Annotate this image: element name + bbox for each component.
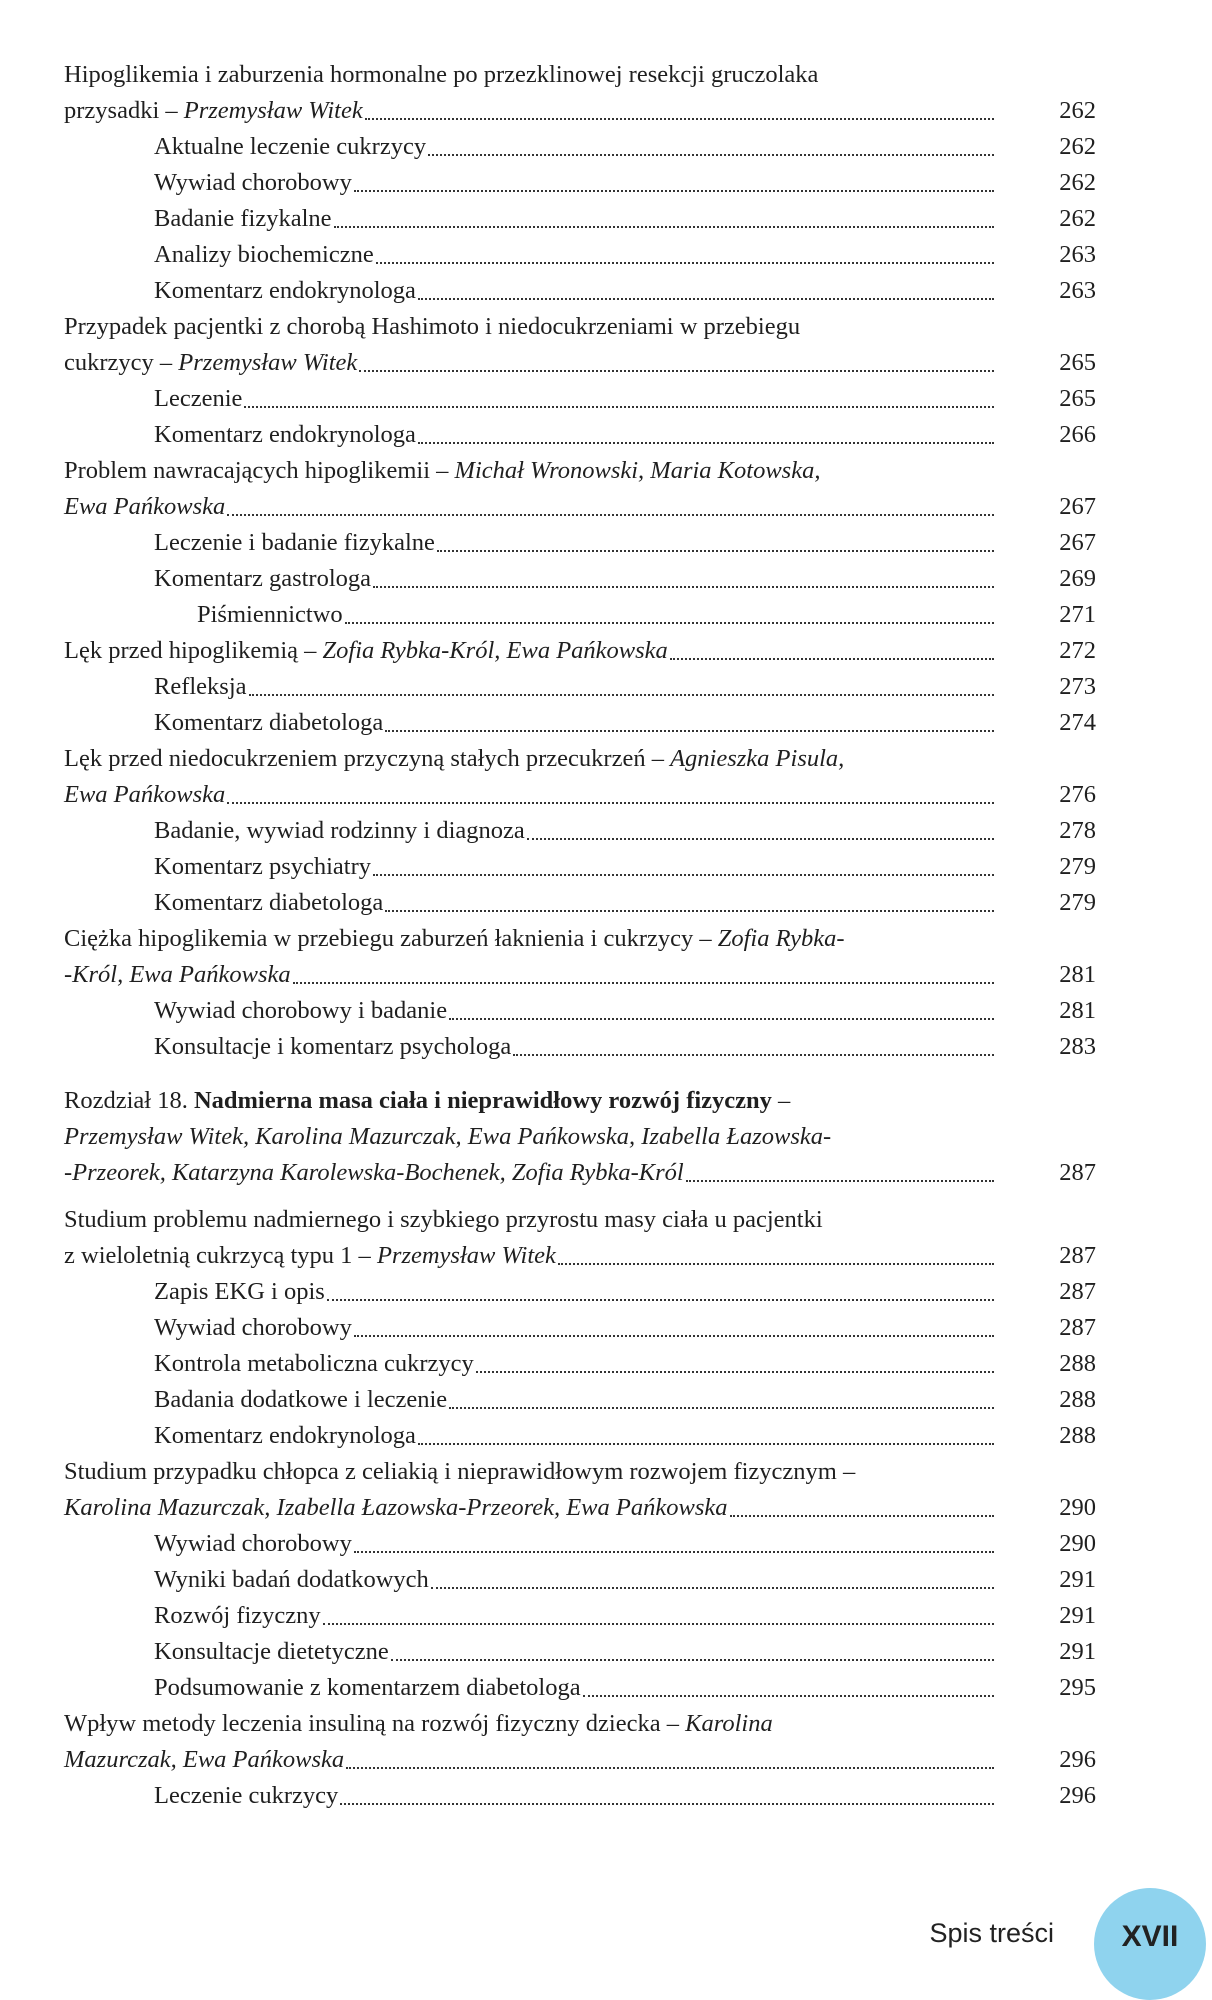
toc-page-number: 266 bbox=[1059, 421, 1096, 448]
toc-entry-text bbox=[154, 1310, 352, 1346]
toc-page-number: 271 bbox=[1059, 601, 1096, 628]
toc-entry-text bbox=[154, 813, 525, 849]
toc-entry-text bbox=[154, 417, 416, 453]
toc-title: Wywiad chorobowy i badanie bbox=[154, 997, 448, 1024]
toc-page-number: 267 bbox=[1059, 529, 1096, 556]
toc-page-number: 281 bbox=[1059, 997, 1096, 1024]
toc-title: Wywiad chorobowy bbox=[154, 1314, 352, 1341]
toc-entry-text bbox=[154, 993, 447, 1029]
toc-entry-text bbox=[154, 1778, 338, 1814]
toc-title: Hipoglikemia i zaburzenia hormonalne po przezklinowej resekcji gruczolaka bbox=[64, 61, 819, 88]
dot-leader bbox=[426, 129, 994, 165]
dot-leader bbox=[556, 1238, 994, 1274]
page-footer bbox=[0, 1888, 1212, 2000]
toc-title: Lęk przed niedocukrzeniem przyczyną stałych przecukrzeń – bbox=[64, 745, 671, 772]
toc-page-number: 295 bbox=[1059, 1674, 1096, 1701]
toc-entry bbox=[64, 93, 1096, 129]
toc-entry bbox=[64, 273, 1096, 309]
toc-entry bbox=[64, 1382, 1096, 1418]
toc-page-number: 290 bbox=[1059, 1494, 1096, 1521]
toc-page-number: 288 bbox=[1059, 1422, 1096, 1449]
toc-entry bbox=[64, 1274, 1096, 1310]
dot-leader bbox=[374, 237, 994, 273]
toc-page-number: 288 bbox=[1059, 1350, 1096, 1377]
toc-entry bbox=[64, 669, 1096, 705]
toc-entry bbox=[64, 993, 1096, 1029]
dot-leader bbox=[383, 885, 994, 921]
toc-entry bbox=[64, 1706, 1096, 1742]
toc-entry bbox=[64, 525, 1096, 561]
toc-page-number: 263 bbox=[1059, 241, 1096, 268]
toc-entry-text bbox=[154, 1562, 429, 1598]
toc-page-number: 291 bbox=[1059, 1638, 1096, 1665]
dot-leader bbox=[352, 1526, 994, 1562]
toc-entry bbox=[64, 1119, 1096, 1155]
dot-leader bbox=[389, 1634, 994, 1670]
toc-entry-text bbox=[154, 669, 247, 705]
toc-entry bbox=[64, 741, 1096, 777]
toc-entry-text bbox=[64, 1119, 831, 1155]
toc-entry-text bbox=[154, 1598, 321, 1634]
toc-title: Komentarz endokrynologa bbox=[154, 421, 416, 448]
toc-title: Badania dodatkowe i leczenie bbox=[154, 1386, 448, 1413]
toc-title: Rozwój fizyczny bbox=[154, 1602, 321, 1629]
toc-author: Michał Wronowski, Maria Kotowska, bbox=[454, 457, 821, 484]
toc-entry-text bbox=[154, 1634, 389, 1670]
dot-leader bbox=[684, 1155, 994, 1191]
dot-leader bbox=[511, 1029, 994, 1065]
toc-author: Karolina bbox=[685, 1710, 773, 1737]
toc-author: Przemysław Witek, Karolina Mazurczak, Ewa Pańkowska, Izabella Łazowska- bbox=[64, 1123, 832, 1150]
toc-entry-text bbox=[154, 1418, 416, 1454]
toc-entry bbox=[64, 633, 1096, 669]
toc-entry-text bbox=[64, 741, 844, 777]
toc-page-number: 281 bbox=[1059, 961, 1096, 988]
toc-entry-text bbox=[154, 1526, 352, 1562]
dot-leader bbox=[344, 1742, 994, 1778]
toc-title: cukrzycy – bbox=[64, 349, 179, 376]
toc-page-number: 274 bbox=[1059, 709, 1096, 736]
toc-title: Kontrola metaboliczna cukrzycy bbox=[154, 1350, 474, 1377]
toc-author: Przemysław Witek bbox=[183, 97, 363, 124]
toc-page-number: 262 bbox=[1059, 205, 1096, 232]
toc-entry-text bbox=[64, 1238, 556, 1274]
toc-page-number: 262 bbox=[1059, 97, 1096, 124]
toc-entry-text bbox=[154, 165, 352, 201]
toc-entry bbox=[64, 237, 1096, 273]
toc-entry bbox=[64, 1155, 1096, 1191]
toc-title: Rozdział 18. bbox=[64, 1087, 194, 1114]
toc-entry bbox=[64, 849, 1096, 885]
toc-entry bbox=[64, 1418, 1096, 1454]
toc-title: Ciężka hipoglikemia w przebiegu zaburzeń łaknienia i cukrzycy – bbox=[64, 925, 718, 952]
dot-leader bbox=[321, 1598, 994, 1634]
toc-entry bbox=[64, 1346, 1096, 1382]
toc-title: Badanie, wywiad rodzinny i diagnoza bbox=[154, 817, 525, 844]
toc-entry-text bbox=[154, 1274, 325, 1310]
toc-page-number: 267 bbox=[1059, 493, 1096, 520]
toc-entry bbox=[64, 1202, 1096, 1238]
toc-page-number: 287 bbox=[1059, 1159, 1096, 1186]
dot-leader bbox=[357, 345, 994, 381]
dot-leader bbox=[581, 1670, 994, 1706]
toc-entry-text bbox=[154, 1382, 447, 1418]
toc-title: Badanie fizykalne bbox=[154, 205, 332, 232]
dot-leader bbox=[291, 957, 994, 993]
dot-leader bbox=[352, 165, 994, 201]
toc-author: Zofia Rybka-Król, Ewa Pańkowska bbox=[322, 637, 668, 664]
toc-title: Komentarz diabetologa bbox=[154, 709, 384, 736]
toc-page-number: 265 bbox=[1059, 349, 1096, 376]
toc-entry-text bbox=[64, 1742, 344, 1778]
toc-entry-text bbox=[64, 1706, 773, 1742]
dot-leader bbox=[383, 705, 994, 741]
toc-title: Refleksja bbox=[154, 673, 247, 700]
dot-leader bbox=[525, 813, 994, 849]
toc-entry-text bbox=[154, 201, 332, 237]
toc-entry bbox=[64, 1634, 1096, 1670]
toc-title: Zapis EKG i opis bbox=[154, 1278, 325, 1305]
toc-title: Leczenie bbox=[154, 385, 243, 412]
toc-entry bbox=[64, 489, 1096, 525]
dot-leader bbox=[416, 273, 994, 309]
toc-author: Mazurczak, Ewa Pańkowska bbox=[64, 1746, 345, 1773]
toc-title: Analizy biochemiczne bbox=[154, 241, 374, 268]
toc-page-number: 262 bbox=[1059, 133, 1096, 160]
toc-title: Konsultacje i komentarz psychologa bbox=[154, 1033, 512, 1060]
page-number: XVII bbox=[1121, 1920, 1179, 1953]
dot-leader bbox=[352, 1310, 994, 1346]
toc-title: Komentarz diabetologa bbox=[154, 889, 384, 916]
toc-entry-text bbox=[64, 453, 820, 489]
toc-page-number: 262 bbox=[1059, 169, 1096, 196]
toc-page-number: 279 bbox=[1059, 853, 1096, 880]
toc-entry bbox=[64, 309, 1096, 345]
toc-page-number: 265 bbox=[1059, 385, 1096, 412]
toc-page-number: 291 bbox=[1059, 1602, 1096, 1629]
toc-entry bbox=[64, 1742, 1096, 1778]
toc-entry-text bbox=[64, 1155, 684, 1191]
toc-page-number: 263 bbox=[1059, 277, 1096, 304]
dot-leader bbox=[728, 1490, 995, 1526]
toc-title: Komentarz endokrynologa bbox=[154, 277, 416, 304]
dot-leader bbox=[332, 201, 994, 237]
toc-title: Komentarz gastrologa bbox=[154, 565, 372, 592]
toc-page-number: 296 bbox=[1059, 1782, 1096, 1809]
dot-leader bbox=[343, 597, 994, 633]
dot-leader bbox=[416, 1418, 994, 1454]
toc-entry bbox=[64, 201, 1096, 237]
toc-entry bbox=[64, 1238, 1096, 1274]
dot-leader bbox=[338, 1778, 994, 1814]
toc-title: Konsultacje dietetyczne bbox=[154, 1638, 389, 1665]
toc-entry bbox=[64, 165, 1096, 201]
toc-author: Przemysław Witek bbox=[376, 1242, 556, 1269]
toc-page-number: 279 bbox=[1059, 889, 1096, 916]
toc-title: Przypadek pacjentki z chorobą Hashimoto i niedocukrzeniami w przebiegu bbox=[64, 313, 801, 340]
toc-title: Podsumowanie z komentarzem diabetologa bbox=[154, 1674, 581, 1701]
toc-entry-text bbox=[154, 849, 371, 885]
toc-entry bbox=[64, 777, 1096, 813]
toc-entry-text bbox=[154, 1346, 474, 1382]
toc-entry-text bbox=[64, 957, 291, 993]
toc-title: – bbox=[771, 1087, 791, 1114]
toc-entry-text bbox=[64, 345, 357, 381]
dot-leader bbox=[371, 561, 994, 597]
dot-leader bbox=[363, 93, 994, 129]
toc-author: -Król, Ewa Pańkowska bbox=[64, 961, 291, 988]
toc-entry-text bbox=[197, 597, 343, 633]
toc-title: Wywiad chorobowy bbox=[154, 1530, 352, 1557]
toc-title: Komentarz psychiatry bbox=[154, 853, 372, 880]
toc-entry bbox=[64, 1562, 1096, 1598]
toc-entry bbox=[64, 597, 1096, 633]
toc-author: Ewa Pańkowska bbox=[64, 493, 226, 520]
toc-author: -Przeorek, Katarzyna Karolewska-Bochenek, Zofia Rybka-Król bbox=[64, 1159, 684, 1186]
toc-title: Studium przypadku chłopca z celiakią i nieprawidłowym rozwojem fizycznym – bbox=[64, 1458, 856, 1485]
toc-entry bbox=[64, 561, 1096, 597]
toc-entry-text bbox=[64, 1202, 823, 1238]
toc-entry-text bbox=[64, 633, 668, 669]
dot-leader bbox=[247, 669, 994, 705]
toc-title: Leczenie cukrzycy bbox=[154, 1782, 339, 1809]
toc-entry-text bbox=[154, 1029, 511, 1065]
toc-entry-text bbox=[64, 93, 363, 129]
toc-entry-text bbox=[154, 237, 374, 273]
toc-entry-text bbox=[64, 1454, 855, 1490]
toc-title: Piśmiennictwo bbox=[197, 601, 343, 628]
toc-author: Karolina Mazurczak, Izabella Łazowska-Przeorek, Ewa Pańkowska bbox=[64, 1494, 728, 1521]
toc-title: Wpływ metody leczenia insuliną na rozwój fizyczny dziecka – bbox=[64, 1710, 686, 1737]
toc-page-number: 290 bbox=[1059, 1530, 1096, 1557]
toc-entry-text bbox=[154, 885, 383, 921]
toc-author: Agnieszka Pisula, bbox=[670, 745, 845, 772]
toc-entry bbox=[64, 1526, 1096, 1562]
toc-page-number: 283 bbox=[1059, 1033, 1096, 1060]
toc-entry bbox=[64, 1670, 1096, 1706]
dot-leader bbox=[371, 849, 994, 885]
toc-entry bbox=[64, 1310, 1096, 1346]
dot-leader bbox=[474, 1346, 994, 1382]
table-of-contents bbox=[64, 57, 1096, 1814]
toc-entry bbox=[64, 453, 1096, 489]
toc-page-number: 296 bbox=[1059, 1746, 1096, 1773]
dot-leader bbox=[447, 993, 994, 1029]
toc-entry-text bbox=[154, 705, 383, 741]
toc-entry-text bbox=[154, 273, 416, 309]
toc-entry bbox=[64, 813, 1096, 849]
toc-page-number: 291 bbox=[1059, 1566, 1096, 1593]
toc-title: Wywiad chorobowy bbox=[154, 169, 352, 196]
toc-entry bbox=[64, 1490, 1096, 1526]
toc-entry bbox=[64, 57, 1096, 93]
dot-leader bbox=[668, 633, 994, 669]
toc-page-number: 273 bbox=[1059, 673, 1096, 700]
toc-title: przysadki – bbox=[64, 97, 184, 124]
toc-page-number: 272 bbox=[1059, 637, 1096, 664]
toc-title: Studium problemu nadmiernego i szybkiego przyrostu masy ciała u pacjentki bbox=[64, 1206, 823, 1233]
toc-entry bbox=[64, 1598, 1096, 1634]
toc-entry bbox=[64, 417, 1096, 453]
toc-entry bbox=[64, 381, 1096, 417]
toc-entry-text bbox=[64, 309, 800, 345]
toc-entry bbox=[64, 1454, 1096, 1490]
toc-entry bbox=[64, 1083, 1096, 1119]
toc-page-number: 278 bbox=[1059, 817, 1096, 844]
toc-title: Aktualne leczenie cukrzycy bbox=[154, 133, 427, 160]
toc-page-number: 287 bbox=[1059, 1242, 1096, 1269]
toc-entry-text bbox=[64, 489, 225, 525]
toc-title: Komentarz endokrynologa bbox=[154, 1422, 416, 1449]
toc-title: Leczenie i badanie fizykalne bbox=[154, 529, 435, 556]
dot-leader bbox=[435, 525, 994, 561]
toc-title: Wyniki badań dodatkowych bbox=[154, 1566, 429, 1593]
toc-entry-text bbox=[154, 561, 371, 597]
toc-entry-text bbox=[154, 525, 435, 561]
toc-title: Problem nawracających hipoglikemii – bbox=[64, 457, 455, 484]
toc-author: Przemysław Witek bbox=[178, 349, 358, 376]
toc-title: Lęk przed hipoglikemią – bbox=[64, 637, 323, 664]
toc-author: Zofia Rybka- bbox=[717, 925, 845, 952]
toc-page-number: 276 bbox=[1059, 781, 1096, 808]
dot-leader bbox=[242, 381, 994, 417]
toc-entry-text bbox=[154, 381, 242, 417]
toc-entry-text bbox=[64, 921, 845, 957]
toc-entry-text bbox=[64, 1083, 790, 1119]
toc-title: z wieloletnią cukrzycą typu 1 – bbox=[64, 1242, 377, 1269]
dot-leader bbox=[429, 1562, 994, 1598]
chapter-title: Nadmierna masa ciała i nieprawidłowy rozwój fizyczny bbox=[193, 1087, 772, 1114]
toc-entry bbox=[64, 705, 1096, 741]
dot-leader bbox=[225, 777, 994, 813]
toc-page-number: 288 bbox=[1059, 1386, 1096, 1413]
toc-entry-text bbox=[64, 57, 818, 93]
dot-leader bbox=[447, 1382, 994, 1418]
toc-author: Ewa Pańkowska bbox=[64, 781, 226, 808]
toc-entry bbox=[64, 921, 1096, 957]
toc-entry bbox=[64, 1029, 1096, 1065]
toc-page-number: 287 bbox=[1059, 1314, 1096, 1341]
toc-entry bbox=[64, 885, 1096, 921]
dot-leader bbox=[416, 417, 994, 453]
toc-entry bbox=[64, 1778, 1096, 1814]
toc-entry-text bbox=[154, 129, 426, 165]
toc-page-number: 287 bbox=[1059, 1278, 1096, 1305]
toc-page-number: 269 bbox=[1059, 565, 1096, 592]
toc-entry bbox=[64, 129, 1096, 165]
dot-leader bbox=[225, 489, 994, 525]
section-label: Spis treści bbox=[929, 1918, 1054, 1948]
dot-leader bbox=[325, 1274, 994, 1310]
toc-entry-text bbox=[154, 1670, 581, 1706]
toc-entry bbox=[64, 957, 1096, 993]
toc-entry-text bbox=[64, 777, 225, 813]
toc-entry bbox=[64, 345, 1096, 381]
toc-entry-text bbox=[64, 1490, 728, 1526]
